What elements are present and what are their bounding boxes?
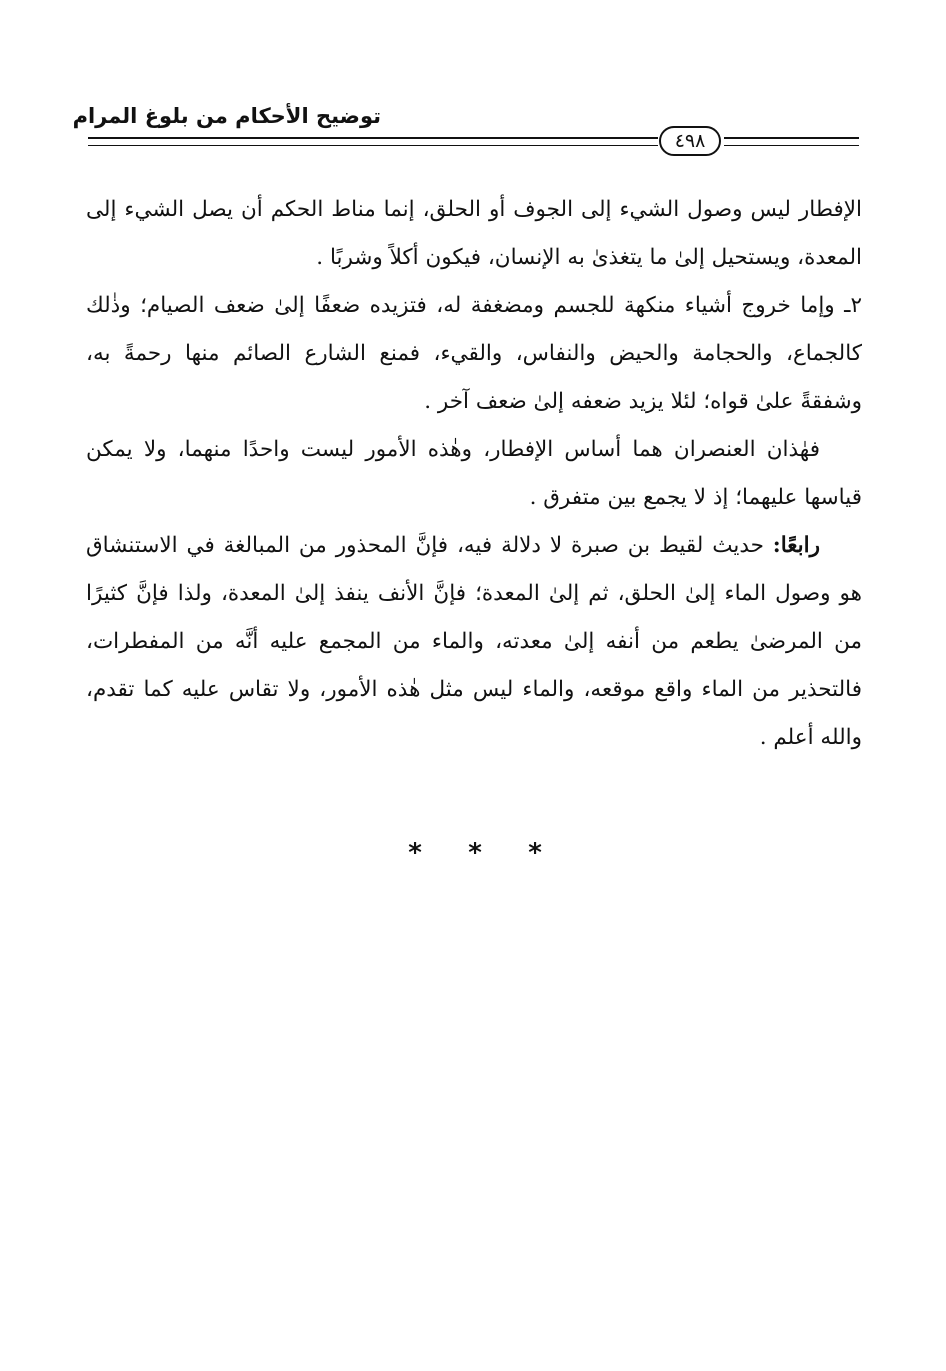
paragraph-2: ٢ـ وإما خروج أشياء منكهة للجسم ومضغفة له، فتزيده ضعفًا إلىٰ ضعف الصيام؛ وذٰلك كالجماع، والحجامة والحيض والنفاس، والقيء، فمنع الشارع الصائم منها رحمةً به، وشفقةً علىٰ قواه؛ لئلا يزيد ضعفه إلىٰ ضعف آخر . [86, 293, 862, 414]
paragraph-3: فهٰذان العنصران هما أساس الإفطار، وهٰذه الأمور ليست واحدًا منهما، ولا يمكن قياسها عليهما؛ إذ لا يجمع بين متفرق . [86, 437, 862, 510]
section-separator [400, 838, 550, 868]
running-title: توضيح الأحكام من بلوغ المرام [72, 104, 381, 128]
page-number: ٤٩٨ [659, 126, 721, 156]
header-rule-right-top [724, 137, 859, 139]
header-rule-left-top [88, 137, 658, 139]
separator-star-1: * [408, 838, 422, 868]
paragraph-4 [86, 522, 862, 762]
separator-star-2: * [468, 838, 482, 868]
header-rule-right-bottom [724, 145, 859, 146]
body-text [86, 186, 862, 762]
paragraph-1: الإفطار ليس وصول الشيء إلى الجوف أو الحلق، إنما مناط الحكم أن يصل الشيء إلى المعدة، ويستحيل إلىٰ ما يتغذىٰ به الإنسان، فيكون أكلاً وشربًا . [86, 197, 862, 270]
paragraph-4-lead: رابعًا: [772, 533, 820, 558]
separator-star-3: * [528, 838, 542, 868]
header-rule-left-bottom [88, 145, 658, 146]
paragraph-4-text: حديث لقيط بن صبرة لا دلالة فيه، فإنَّ المحذور من المبالغة في الاستنشاق هو وصول الماء إلىٰ الحلق، ثم إلىٰ المعدة؛ فإنَّ الأنف ينفذ إلىٰ المعدة، ولذا فإنَّ كثيرًا من المرضىٰ يطعم من أنفه إلىٰ معدته، والماء من المجمع عليه أنَّه من المفطرات، فالتحذير من الماء واقع موقعه، والماء ليس مثل هٰذه الأمور، ولا تقاس عليه كما تقدم، والله أعلم . [86, 533, 862, 750]
